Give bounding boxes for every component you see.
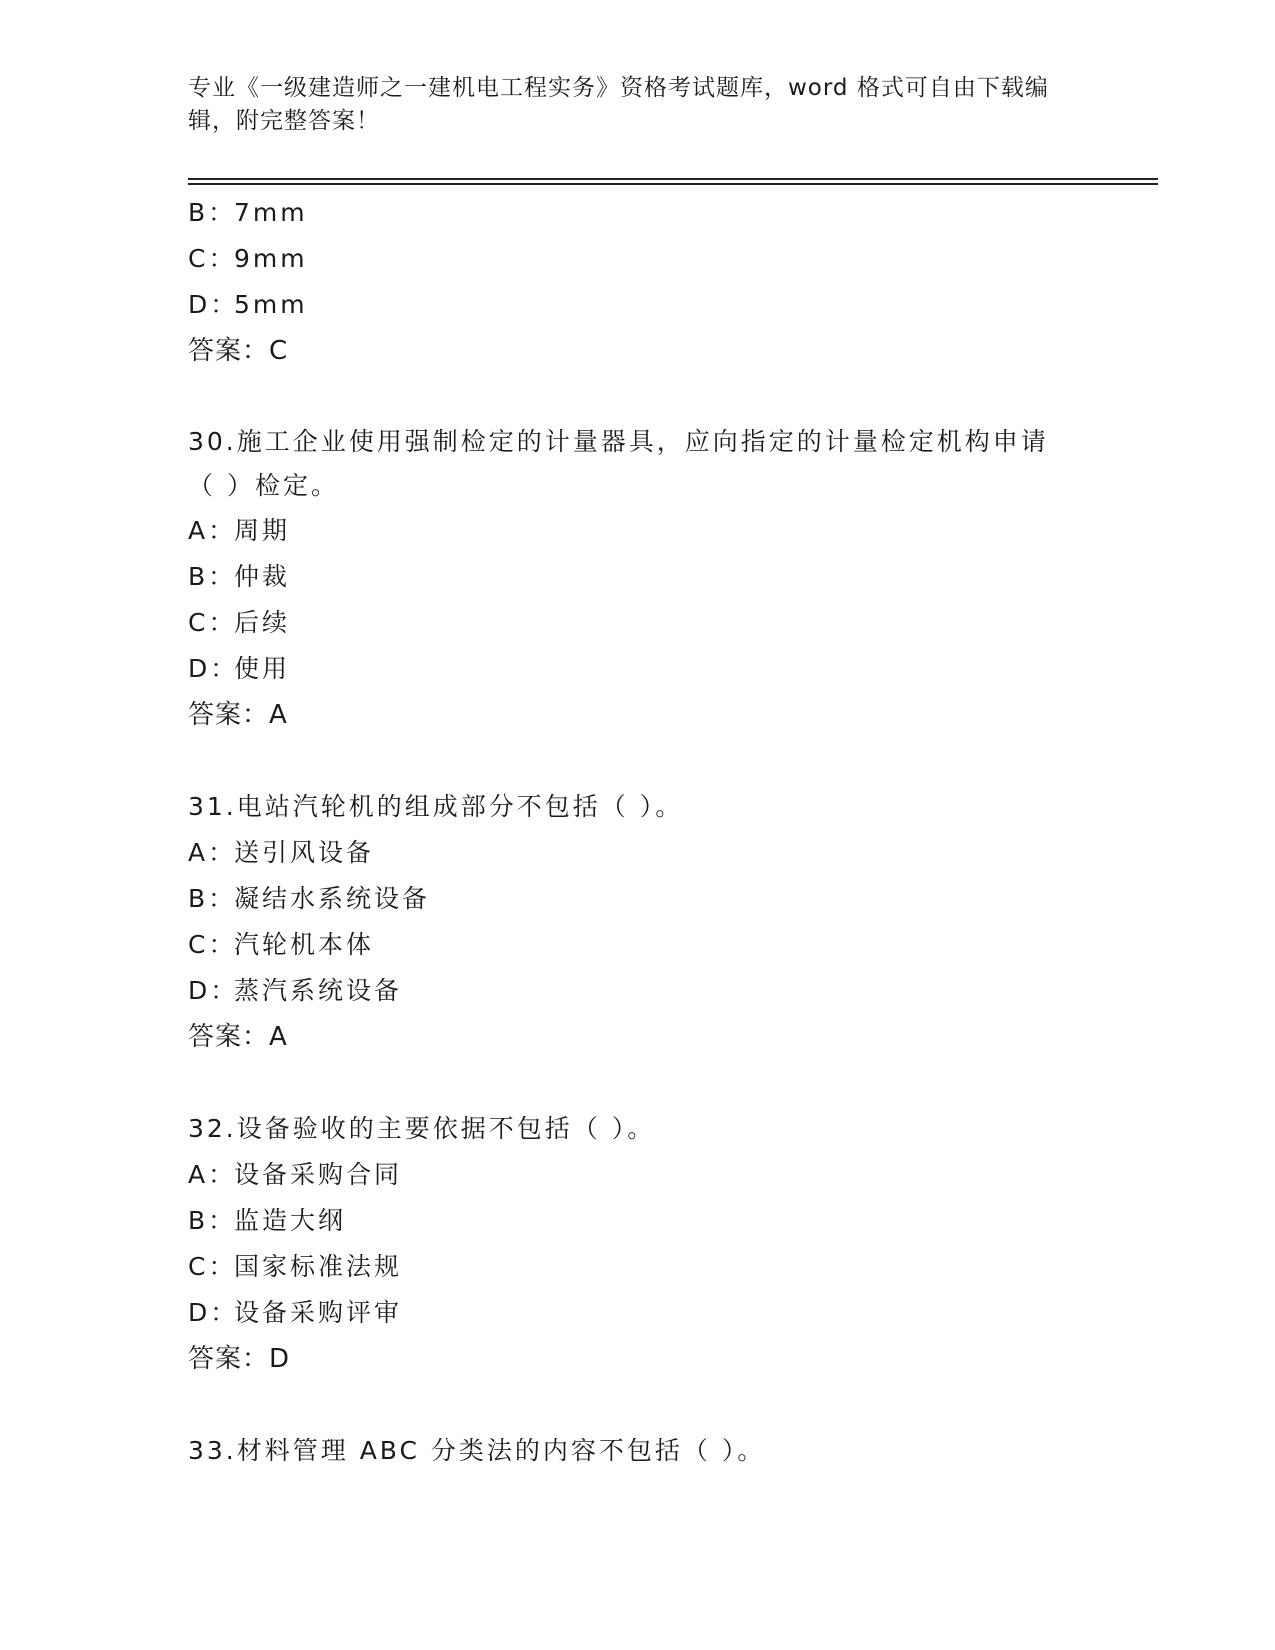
answer: 答案：A — [188, 1022, 288, 1052]
question-list — [188, 190, 1088, 1474]
option-d: D：蒸汽系统设备 — [188, 976, 403, 1005]
option-c: C：汽轮机本体 — [188, 930, 375, 959]
header-divider-bottom — [188, 183, 1158, 185]
question-stem: 30.施工企业使用强制检定的计量器具，应向指定的计量检定机构申请 — [188, 427, 1049, 456]
option-c: C：9mm — [188, 244, 308, 273]
header-divider-top — [188, 178, 1158, 180]
question-stem: 33.材料管理 ABC 分类法的内容不包括（ ）。 — [188, 1436, 766, 1465]
answer: 答案：A — [188, 700, 288, 730]
question-31 — [188, 784, 1088, 1060]
header-line-2: 辑，附完整答案！ — [188, 108, 380, 134]
question-29 — [188, 190, 1088, 374]
option-c: C：后续 — [188, 608, 291, 637]
option-d: D：使用 — [188, 654, 291, 683]
header-line-1: 专业《一级建造师之一建机电工程实务》资格考试题库，word 格式可自由下载编 — [188, 75, 1049, 101]
option-b: B：仲裁 — [188, 562, 291, 591]
option-b: B：凝结水系统设备 — [188, 884, 431, 913]
question-stem: 32.设备验收的主要依据不包括（ ）。 — [188, 1114, 656, 1143]
option-d: D：5mm — [188, 290, 308, 319]
option-a: A：周期 — [188, 516, 291, 545]
question-stem-continued: （ ）检定。 — [188, 471, 339, 500]
option-b: B：监造大纲 — [188, 1206, 347, 1235]
option-a: A：设备采购合同 — [188, 1160, 403, 1189]
option-b: B：7mm — [188, 198, 308, 227]
question-stem: 31.电站汽轮机的组成部分不包括（ ）。 — [188, 792, 684, 821]
answer: 答案：C — [188, 336, 289, 366]
answer: 答案：D — [188, 1344, 291, 1374]
option-a: A：送引风设备 — [188, 838, 375, 867]
question-33 — [188, 1428, 1088, 1474]
question-32 — [188, 1106, 1088, 1382]
document-header — [188, 72, 1068, 138]
question-30 — [188, 420, 1088, 738]
option-d: D：设备采购评审 — [188, 1298, 403, 1327]
option-c: C：国家标准法规 — [188, 1252, 403, 1281]
